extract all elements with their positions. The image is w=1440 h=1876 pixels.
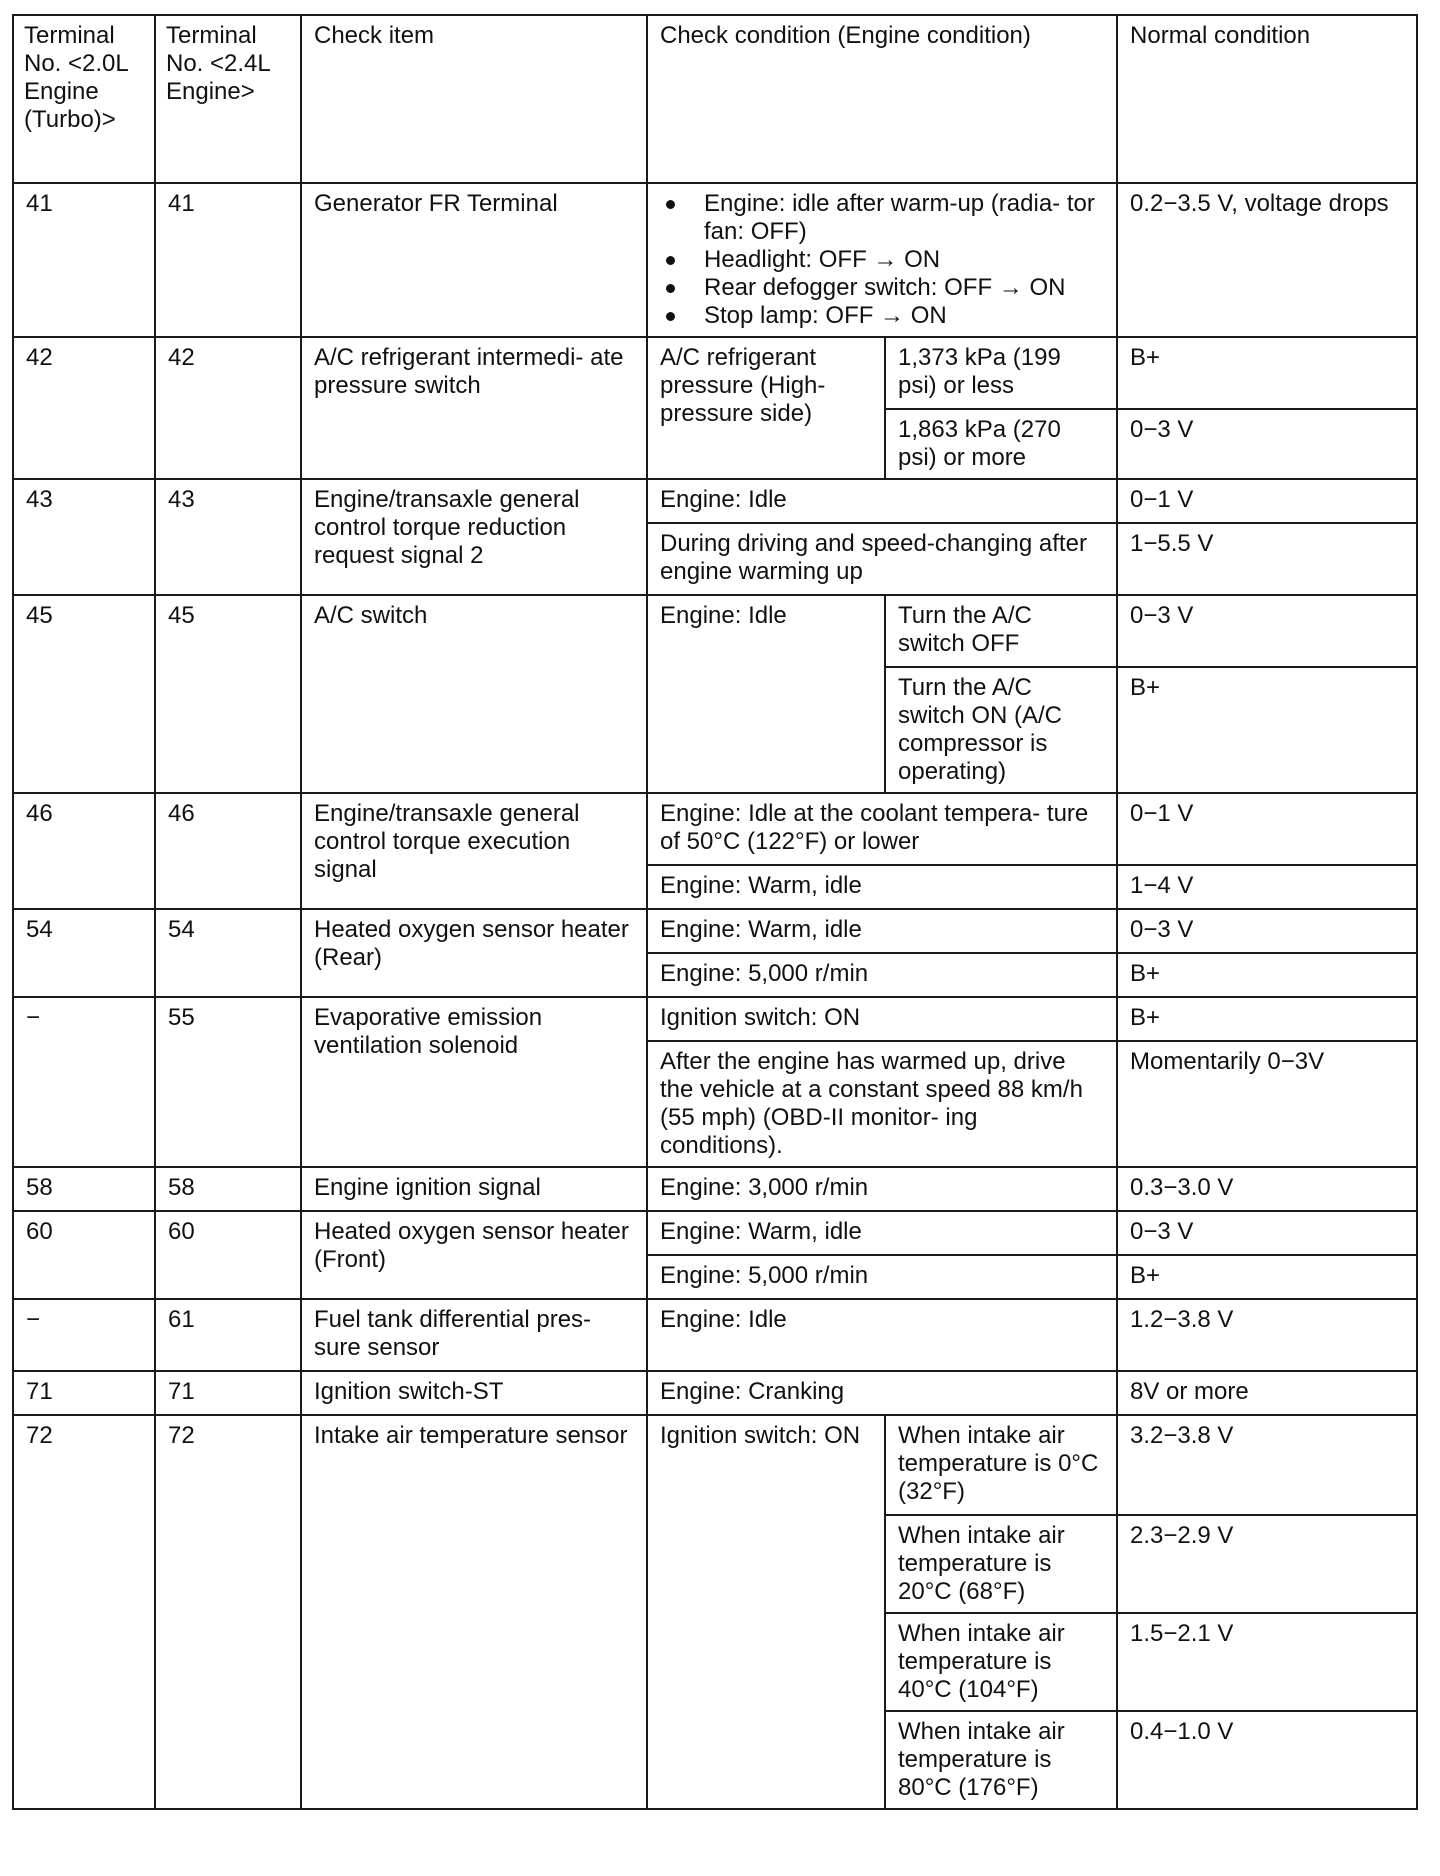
check-subcondition-cell: 1,373 kPa (199 psi) or less — [885, 337, 1117, 409]
list-item: Headlight: OFF → ON — [660, 246, 1104, 274]
check-subcondition-cell: When intake air temperature is 40°C (104°F) — [885, 1613, 1117, 1711]
check-subcondition-cell: When intake air temperature is 20°C (68°F) — [885, 1515, 1117, 1613]
check-subcondition-cell: Turn the A/C switch ON (A/C compressor is operating) — [885, 667, 1117, 793]
terminal-24l-cell: 60 — [155, 1211, 301, 1299]
check-condition-cell: Ignition switch: ON — [647, 1415, 885, 1809]
table-row — [13, 595, 1417, 667]
normal-condition-cell: 0−1 V — [1117, 479, 1417, 523]
check-condition-cell: Ignition switch: ON — [647, 997, 1117, 1041]
header-check-item: Check item — [301, 15, 647, 183]
check-item-cell: Heated oxygen sensor heater (Rear) — [301, 909, 647, 997]
terminal-24l-cell: 46 — [155, 793, 301, 909]
normal-condition-cell: B+ — [1117, 337, 1417, 409]
normal-condition-cell: B+ — [1117, 667, 1417, 793]
terminal-20l-cell: − — [13, 1299, 155, 1371]
check-condition-cell: During driving and speed-changing after engine warming up — [647, 523, 1117, 595]
terminal-20l-cell: 72 — [13, 1415, 155, 1809]
normal-condition-cell: 0−3 V — [1117, 1211, 1417, 1255]
check-condition-cell: Engine: 3,000 r/min — [647, 1167, 1117, 1211]
terminal-24l-cell: 61 — [155, 1299, 301, 1371]
terminal-24l-cell: 45 — [155, 595, 301, 793]
normal-condition-cell: 8V or more — [1117, 1371, 1417, 1415]
check-item-cell: Heated oxygen sensor heater (Front) — [301, 1211, 647, 1299]
check-item-cell: Engine ignition signal — [301, 1167, 647, 1211]
check-item-cell: Intake air temperature sensor — [301, 1415, 647, 1809]
check-item-cell: Evaporative emission ventilation solenoid — [301, 997, 647, 1167]
check-condition-cell: Engine: 5,000 r/min — [647, 1255, 1117, 1299]
terminal-24l-cell: 42 — [155, 337, 301, 479]
table-row — [13, 1371, 1417, 1415]
normal-condition-cell: 1−5.5 V — [1117, 523, 1417, 595]
check-item-cell: Ignition switch-ST — [301, 1371, 647, 1415]
check-subcondition-cell: When intake air temperature is 80°C (176°F) — [885, 1711, 1117, 1809]
terminal-24l-cell: 72 — [155, 1415, 301, 1809]
check-item-cell: A/C switch — [301, 595, 647, 793]
normal-condition-cell: 0−3 V — [1117, 409, 1417, 479]
check-item-cell: Fuel tank differential pres- sure sensor — [301, 1299, 647, 1371]
table-row — [13, 1211, 1417, 1255]
normal-condition-cell: 0.4−1.0 V — [1117, 1711, 1417, 1809]
terminal-20l-cell: 58 — [13, 1167, 155, 1211]
normal-condition-cell: 0.2−3.5 V, voltage drops — [1117, 183, 1417, 337]
check-item-cell: Generator FR Terminal — [301, 183, 647, 337]
normal-condition-cell: 0−3 V — [1117, 909, 1417, 953]
normal-condition-cell: 1.2−3.8 V — [1117, 1299, 1417, 1371]
table-row — [13, 337, 1417, 409]
list-item: Rear defogger switch: OFF → ON — [660, 274, 1104, 302]
header-terminal-20l: Terminal No. <2.0L Engine (Turbo)> — [13, 15, 155, 183]
table-row — [13, 997, 1417, 1041]
normal-condition-cell: 3.2−3.8 V — [1117, 1415, 1417, 1515]
check-item-cell: A/C refrigerant intermedi- ate pressure switch — [301, 337, 647, 479]
table-row — [13, 183, 1417, 337]
check-condition-cell: A/C refrigerant pressure (High- pressure side) — [647, 337, 885, 479]
terminal-20l-cell: 45 — [13, 595, 155, 793]
terminal-24l-cell: 55 — [155, 997, 301, 1167]
header-terminal-24l: Terminal No. <2.4L Engine> — [155, 15, 301, 183]
check-condition-cell: Engine: Warm, idle — [647, 1211, 1117, 1255]
check-subcondition-cell: When intake air temperature is 0°C (32°F) — [885, 1415, 1117, 1515]
list-item: Stop lamp: OFF → ON — [660, 302, 1104, 330]
check-condition-cell: Engine: Idle — [647, 595, 885, 793]
normal-condition-cell: 1.5−2.1 V — [1117, 1613, 1417, 1711]
table-row — [13, 479, 1417, 523]
check-condition-cell: Engine: Idle at the coolant tempera- ture of 50°C (122°F) or lower — [647, 793, 1117, 865]
list-item: Engine: idle after warm-up (radia- tor fan: OFF) — [660, 190, 1104, 246]
normal-condition-cell: 1−4 V — [1117, 865, 1417, 909]
check-condition-cell: Engine: Idle — [647, 1299, 1117, 1371]
terminal-20l-cell: 46 — [13, 793, 155, 909]
header-check-condition: Check condition (Engine condition) — [647, 15, 1117, 183]
document-page — [12, 14, 1416, 1810]
terminal-24l-cell: 41 — [155, 183, 301, 337]
terminal-20l-cell: 43 — [13, 479, 155, 595]
terminal-20l-cell: 71 — [13, 1371, 155, 1415]
table-row — [13, 1299, 1417, 1371]
normal-condition-cell: Momentarily 0−3V — [1117, 1041, 1417, 1167]
check-condition-cell — [647, 183, 1117, 337]
terminal-24l-cell: 43 — [155, 479, 301, 595]
check-item-cell: Engine/transaxle general control torque execution signal — [301, 793, 647, 909]
terminal-24l-cell: 58 — [155, 1167, 301, 1211]
check-condition-cell: Engine: Warm, idle — [647, 909, 1117, 953]
check-condition-cell: Engine: Cranking — [647, 1371, 1117, 1415]
check-condition-cell: Engine: Warm, idle — [647, 865, 1117, 909]
normal-condition-cell: B+ — [1117, 997, 1417, 1041]
table-header-row — [13, 15, 1417, 183]
normal-condition-cell: B+ — [1117, 1255, 1417, 1299]
check-condition-cell: Engine: 5,000 r/min — [647, 953, 1117, 997]
terminal-20l-cell: 54 — [13, 909, 155, 997]
normal-condition-cell: 0−3 V — [1117, 595, 1417, 667]
check-subcondition-cell: Turn the A/C switch OFF — [885, 595, 1117, 667]
normal-condition-cell: 2.3−2.9 V — [1117, 1515, 1417, 1613]
terminal-20l-cell: 42 — [13, 337, 155, 479]
header-normal-condition: Normal condition — [1117, 15, 1417, 183]
check-item-cell: Engine/transaxle general control torque reduction request signal 2 — [301, 479, 647, 595]
check-condition-cell: Engine: Idle — [647, 479, 1117, 523]
normal-condition-cell: 0−1 V — [1117, 793, 1417, 865]
terminal-check-table — [12, 14, 1418, 1810]
condition-bullet-list — [660, 190, 1104, 330]
table-row — [13, 793, 1417, 865]
table-row — [13, 909, 1417, 953]
normal-condition-cell: B+ — [1117, 953, 1417, 997]
normal-condition-cell: 0.3−3.0 V — [1117, 1167, 1417, 1211]
terminal-24l-cell: 71 — [155, 1371, 301, 1415]
table-row — [13, 1167, 1417, 1211]
check-condition-cell: After the engine has warmed up, drive the vehicle at a constant speed 88 km/h (55 mph) (OBD-II monitor- ing conditions). — [647, 1041, 1117, 1167]
terminal-20l-cell: 41 — [13, 183, 155, 337]
terminal-20l-cell: 60 — [13, 1211, 155, 1299]
terminal-24l-cell: 54 — [155, 909, 301, 997]
terminal-20l-cell: − — [13, 997, 155, 1167]
check-subcondition-cell: 1,863 kPa (270 psi) or more — [885, 409, 1117, 479]
table-row — [13, 1415, 1417, 1515]
